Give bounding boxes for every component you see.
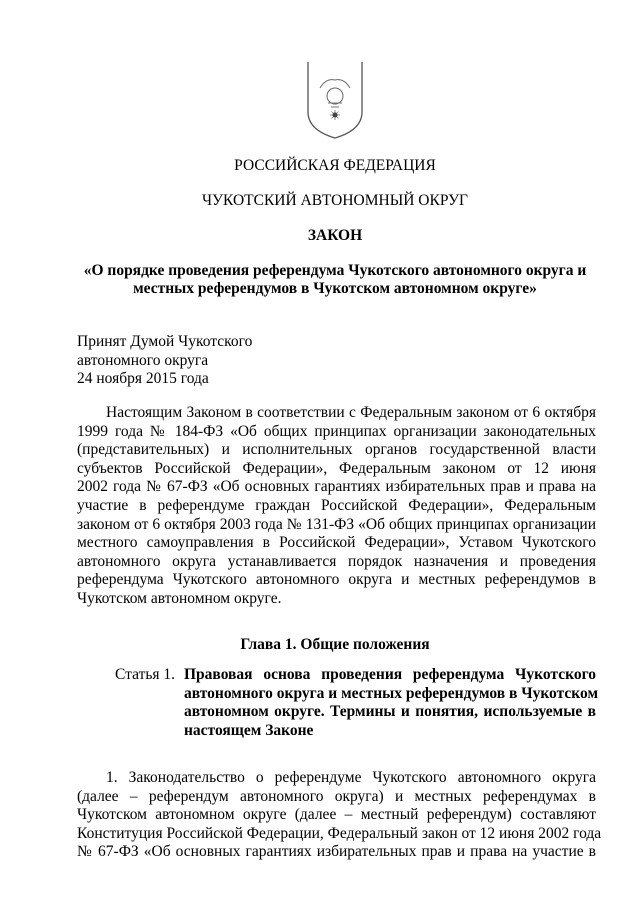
preamble-line: субъектов Российской Федерации», Федеральным законом от 12 июня xyxy=(77,459,596,477)
chapter-heading: Глава 1. Общие положения xyxy=(240,636,430,653)
preamble-line: (представительных) и исполнительных органов государственной власти xyxy=(77,441,596,459)
region-heading: ЧУКОТСКИЙ АВТОНОМНЫЙ ОКРУГ xyxy=(201,192,469,209)
paragraph-line: № 67-ФЗ «Об основных гарантиях избирательных прав и права на участие в xyxy=(77,843,596,861)
preamble-line: законом от 6 октября 2003 года № 131-ФЗ «Об общих принципах организации xyxy=(77,515,596,533)
article-label: Статья 1. xyxy=(115,666,176,683)
country-heading: РОССИЙСКАЯ ФЕДЕРАЦИЯ xyxy=(234,157,436,174)
preamble-line: участие в референдуме граждан Российской Федерации», Федеральным xyxy=(77,496,596,514)
adoption-line: Принят Думой Чукотского xyxy=(77,333,253,350)
preamble xyxy=(77,404,596,609)
document-type: ЗАКОН xyxy=(307,227,363,244)
article-title-line: Правовая основа проведения референдума Чукотского xyxy=(184,666,596,683)
preamble-line: 1999 года № 184-ФЗ «Об общих принципах организации законодательных xyxy=(77,422,596,440)
preamble-line: 2002 года № 67-ФЗ «Об основных гарантиях избирательных прав и права на xyxy=(77,478,596,496)
law-title-line: «О порядке проведения референдума Чукотского автономного округа и xyxy=(83,262,587,279)
preamble-line: референдума Чукотского автономного округа и местных референдумов в xyxy=(77,571,596,589)
law-title-line: местных референдумов в Чукотском автономном округе» xyxy=(133,280,537,297)
article-title xyxy=(184,666,599,740)
article1-paragraph1 xyxy=(77,769,602,862)
adoption-block xyxy=(77,333,252,389)
preamble-line: Настоящим Законом в соответствии с Федеральным законом от 6 октября xyxy=(106,404,596,421)
article-title-line: автономного округа и местных референдумов в Чукотском xyxy=(184,684,599,702)
article-title-line: настоящем Законе xyxy=(184,721,314,739)
preamble-line: Чукотском автономном округе. xyxy=(77,589,282,607)
chukotka-coat-of-arms-icon xyxy=(304,58,366,140)
paragraph-line: Чукотском автономном округе (далее – местный референдум) составляют xyxy=(77,806,596,824)
preamble-line: автономного округа устанавливается порядок назначения и проведения xyxy=(77,552,596,570)
paragraph-line: 1. Законодательство о референдуме Чукотского автономного округа xyxy=(106,769,596,786)
law-title xyxy=(60,262,610,298)
adoption-line: 24 ноября 2015 года xyxy=(77,370,209,387)
paragraph-line: Конституция Российской Федерации, Федеральный закон от 12 июня 2002 года xyxy=(77,824,602,842)
preamble-line: местного самоуправления в Российской Федерации», Уставом Чукотского xyxy=(77,534,596,552)
article-title-line: автономном округе. Термины и понятия, используемые в xyxy=(184,703,596,720)
paragraph-line: (далее – референдум автономного округа) и местных референдумах в xyxy=(77,787,596,805)
adoption-line: автономного округа xyxy=(77,351,209,369)
